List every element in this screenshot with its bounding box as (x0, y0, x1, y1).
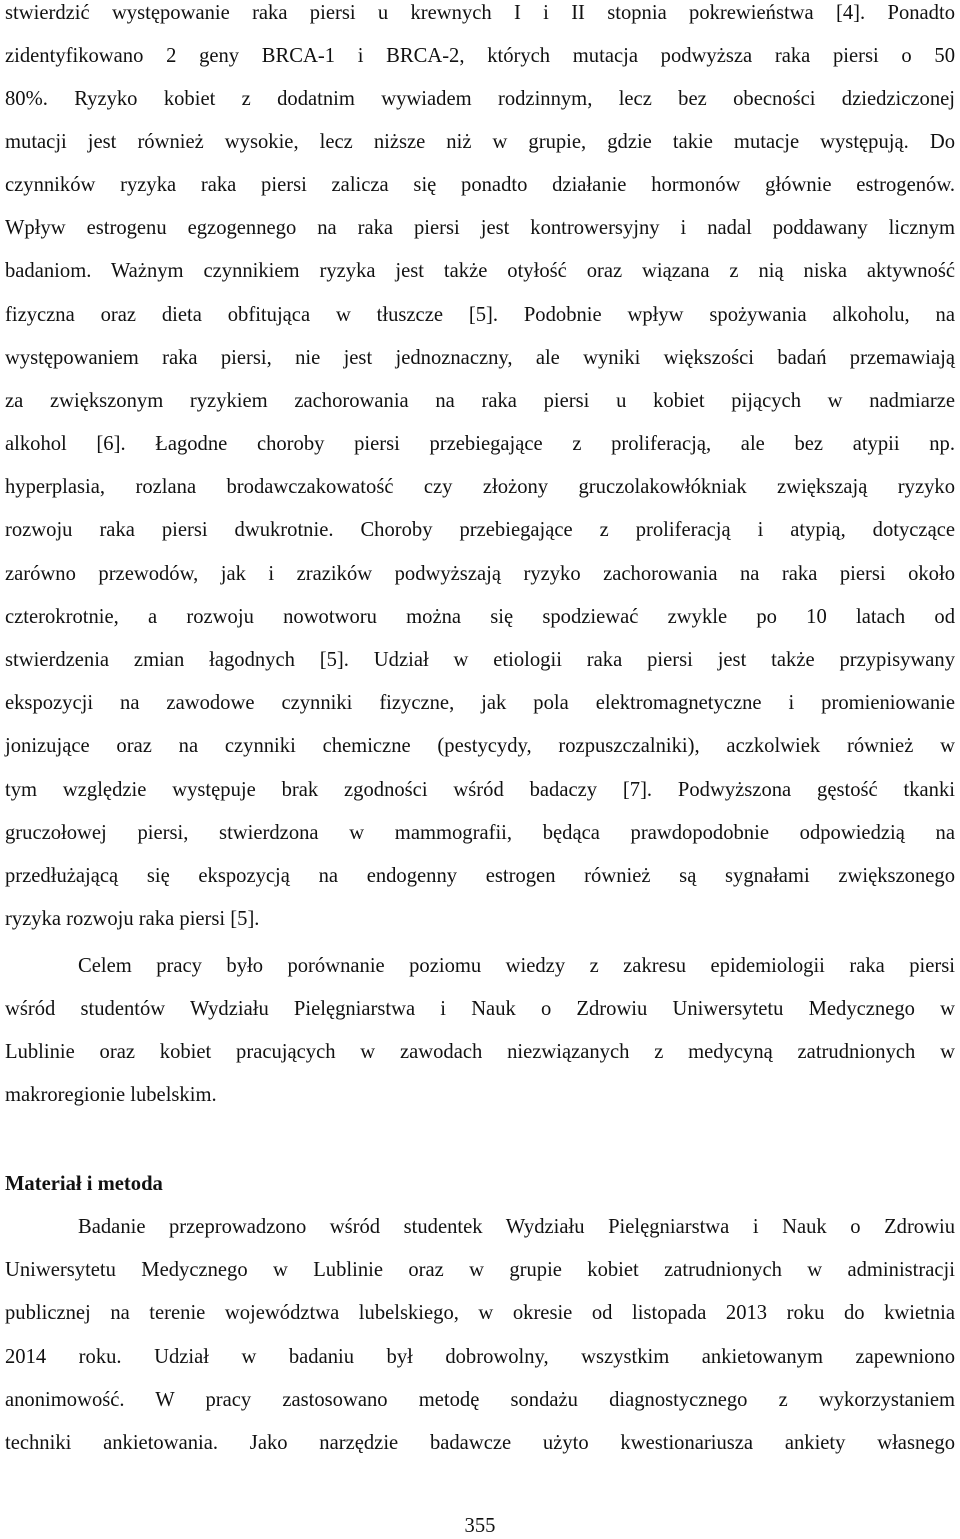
text-line: stwierdzenia zmian łagodnych [5]. Udział w etiologii raka piersi jest także przypisywany (5, 649, 955, 671)
text-line: wśród studentów Wydziału Pielęgniarstwa i Nauk o Zdrowiu Uniwersytetu Medycznego w (5, 998, 955, 1020)
text-line: Wpływ estrogenu egzogennego na raka piersi jest kontrowersyjny i nadal poddawany licznym (5, 217, 955, 239)
text-line: zarówno przewodów, jak i zrazików podwyższają ryzyko zachorowania na raka piersi około (5, 563, 955, 585)
text-line: Celem pracy było porównanie poziomu wiedzy z zakresu epidemiologii raka piersi (78, 955, 955, 977)
page-number: 355 (464, 1515, 496, 1537)
text-line: anonimowość. W pracy zastosowano metodę sondażu diagnostycznego z wykorzystaniem (5, 1389, 955, 1411)
text-line: ryzyka rozwoju raka piersi [5]. (5, 908, 260, 930)
text-line: tym względzie występuje brak zgodności wśród badaczy [7]. Podwyższona gęstość tkanki (5, 779, 955, 801)
text-line: Uniwersytetu Medycznego w Lublinie oraz w grupie kobiet zatrudnionych w administracji (5, 1259, 955, 1281)
text-line: czterokrotnie, a rozwoju nowotworu można się spodziewać zwykle po 10 latach od (5, 606, 955, 628)
text-line: Lublinie oraz kobiet pracujących w zawodach niezwiązanych z medycyną zatrudnionych w (5, 1041, 955, 1063)
text-line: rozwoju raka piersi dwukrotnie. Choroby przebiegające z proliferacją i atypią, dotyczące (5, 519, 955, 541)
section-heading: Materiał i metoda (5, 1173, 163, 1195)
text-line: przedłużającą się ekspozycją na endogenny estrogen również są sygnałami zwiększonego (5, 865, 955, 887)
text-line: makroregionie lubelskim. (5, 1084, 217, 1106)
text-line: występowaniem raka piersi, nie jest jednoznaczny, ale wyniki większości badań przemawiają (5, 347, 955, 369)
text-line: gruczołowej piersi, stwierdzona w mammografii, będąca prawdopodobnie odpowiedzią na (5, 822, 955, 844)
text-line: badaniom. Ważnym czynnikiem ryzyka jest także otyłość oraz wiązana z nią niska aktywność (5, 260, 955, 282)
text-line: za zwiększonym ryzykiem zachorowania na raka piersi u kobiet pijących w nadmiarze (5, 390, 955, 412)
text-line: 2014 roku. Udział w badaniu był dobrowolny, wszystkim ankietowanym zapewniono (5, 1346, 955, 1368)
text-line: 80%. Ryzyko kobiet z dodatnim wywiadem rodzinnym, lecz bez obecności dziedziczonej (5, 88, 955, 110)
text-line: ekspozycji na zawodowe czynniki fizyczne, jak pola elektromagnetyczne i promieniowanie (5, 692, 955, 714)
text-line: stwierdzić występowanie raka piersi u krewnych I i II stopnia pokrewieństwa [4]. Ponadto (5, 2, 955, 24)
text-line: techniki ankietowania. Jako narzędzie badawcze użyto kwestionariusza ankiety własnego (5, 1432, 955, 1454)
text-line: czynników ryzyka raka piersi zalicza się ponadto działanie hormonów głównie estrogenów. (5, 174, 955, 196)
text-line: publicznej na terenie województwa lubelskiego, w okresie od listopada 2013 roku do kwietnia (5, 1302, 955, 1324)
text-line: Badanie przeprowadzono wśród studentek Wydziału Pielęgniarstwa i Nauk o Zdrowiu (78, 1216, 955, 1238)
text-line: hyperplasia, rozlana brodawczakowatość czy złożony gruczolakowłókniak zwiększają ryzyko (5, 476, 955, 498)
text-line: alkohol [6]. Łagodne choroby piersi przebiegające z proliferacją, ale bez atypii np. (5, 433, 955, 455)
text-line: fizyczna oraz dieta obfitująca w tłuszcze [5]. Podobnie wpływ spożywania alkoholu, na (5, 304, 955, 326)
text-line: zidentyfikowano 2 geny BRCA-1 i BRCA-2, których mutacja podwyższa raka piersi o 50 (5, 45, 955, 67)
text-line: jonizujące oraz na czynniki chemiczne (pestycydy, rozpuszczalniki), aczkolwiek również w (5, 735, 955, 757)
text-line: mutacji jest również wysokie, lecz niższe niż w grupie, gdzie takie mutacje występują. Do (5, 131, 955, 153)
